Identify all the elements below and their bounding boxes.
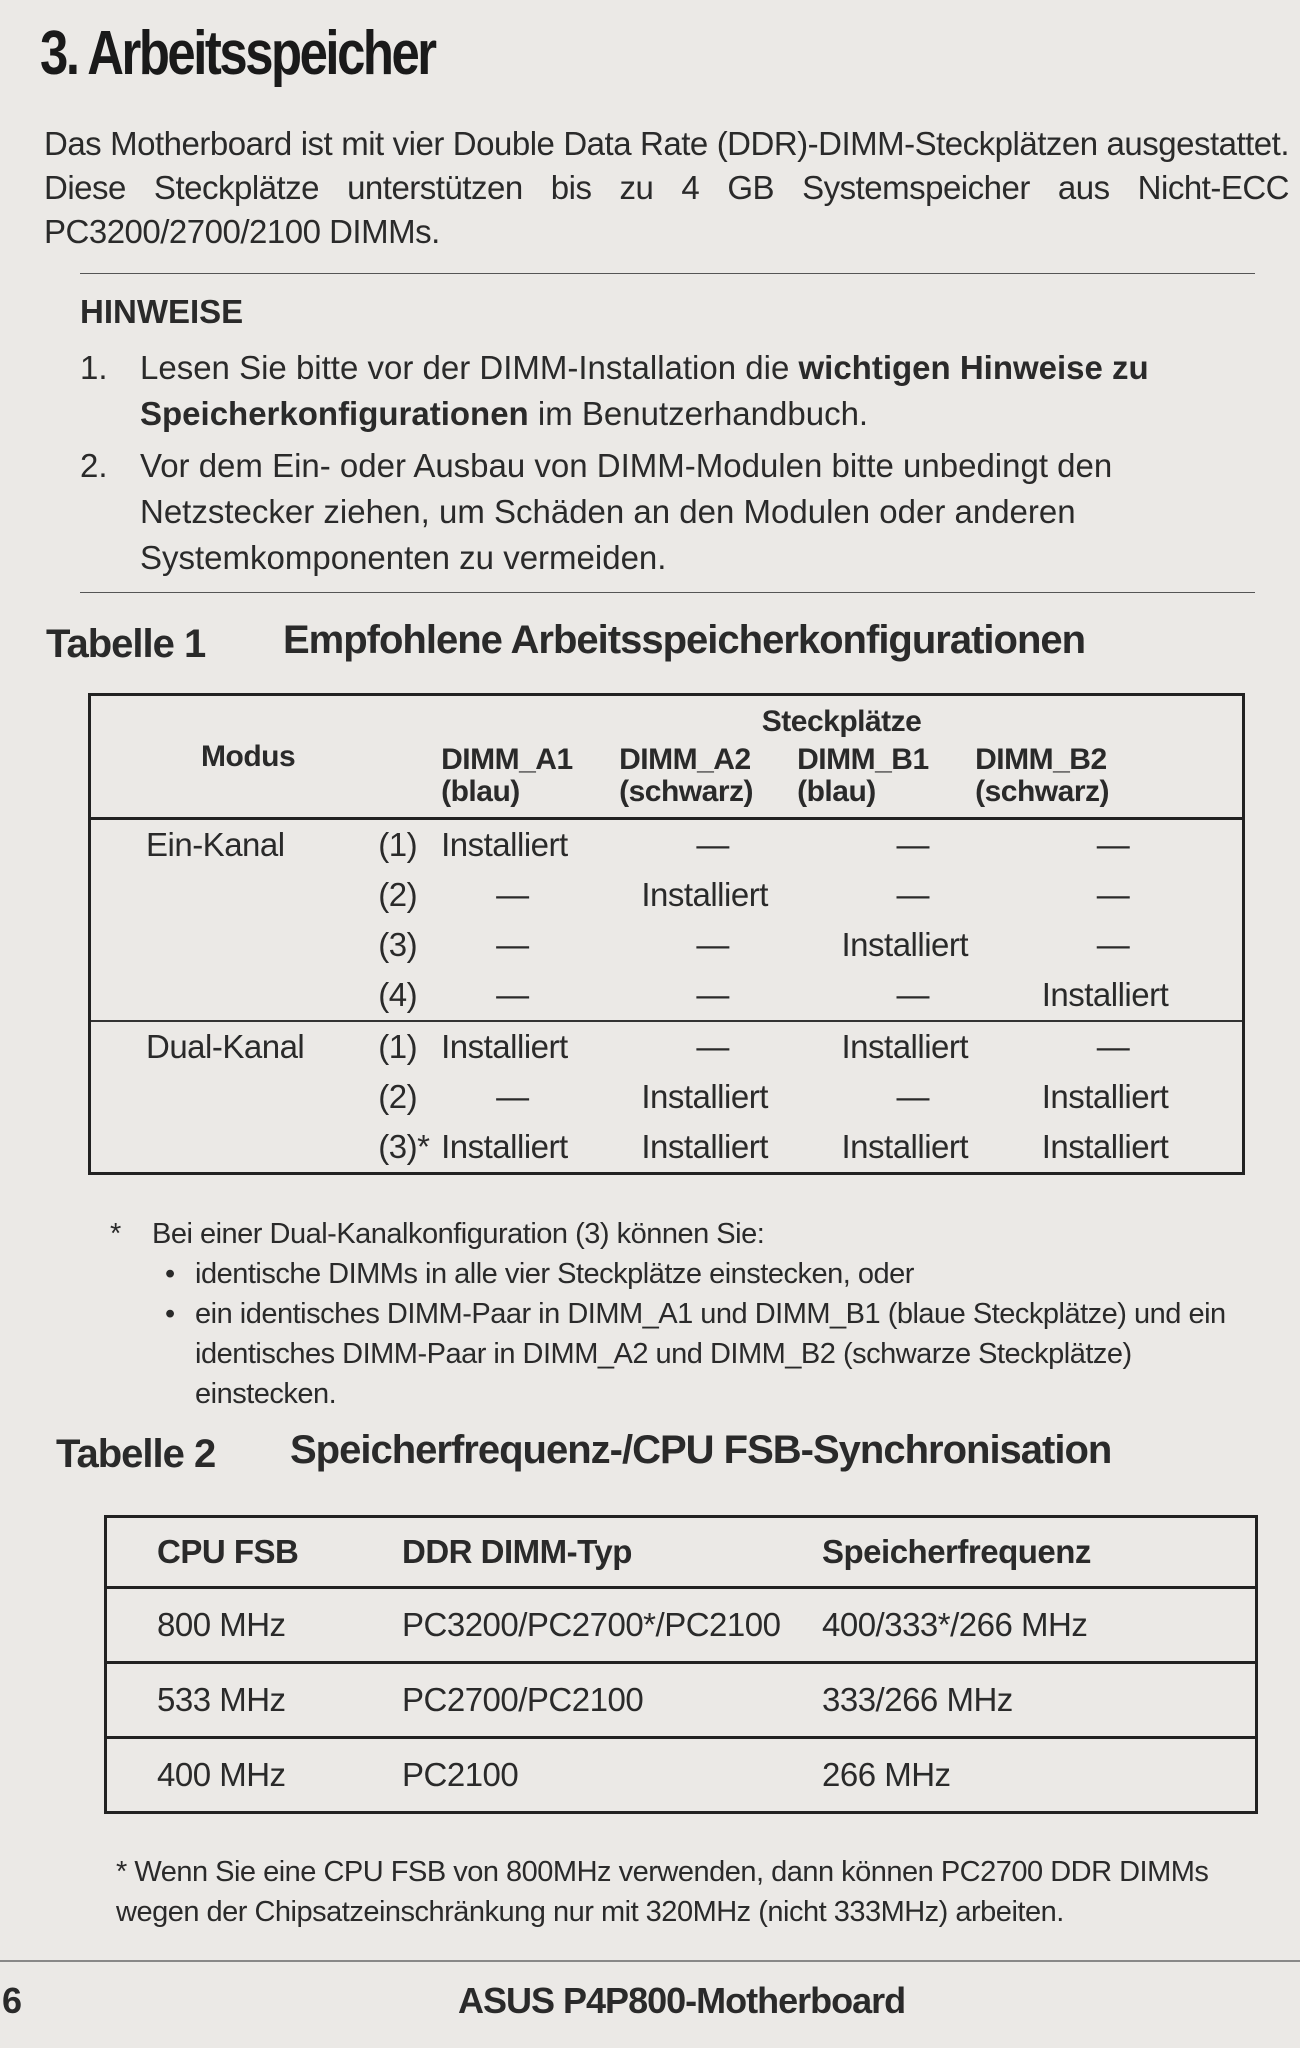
slot-cell: Installiert [1041, 1128, 1169, 1165]
table-row [106, 1738, 1257, 1813]
note-bold: wichtigen Hinweise zu Speicherkonfigurationen [140, 349, 1149, 432]
header-slot: DIMM_B1 [797, 742, 929, 776]
table-row [90, 819, 1244, 871]
config-number: (1) [378, 1028, 418, 1065]
slot-cell: — [1096, 926, 1130, 963]
slot-cell: Installiert [841, 1128, 969, 1165]
slot-cell: — [496, 926, 529, 963]
note-text: im Benutzerhandbuch. [528, 395, 869, 432]
slot-cell: — [896, 1078, 930, 1115]
slot-cell: Installiert [841, 1028, 969, 1065]
slot-cell: Installiert [441, 1128, 568, 1165]
slot-cell: — [696, 1028, 729, 1065]
frequency-cell: 266 MHz [822, 1738, 1257, 1813]
note-text: Lesen Sie bitte vor der DIMM-Installation die [140, 349, 799, 386]
table-row [106, 1588, 1257, 1663]
note-number: 2. [80, 447, 108, 484]
slot-cell: Installiert [441, 826, 568, 863]
table-row [90, 870, 1244, 920]
table-row [106, 1663, 1257, 1738]
slot-cell: — [896, 976, 930, 1013]
mode-cell [90, 970, 379, 1021]
header-slot: DIMM_A2 [619, 742, 751, 776]
table-row [90, 1122, 1244, 1174]
slot-cell: — [696, 826, 729, 863]
slot-cell: Installiert [641, 876, 768, 913]
note-item [80, 443, 1230, 581]
slot-cell: — [1096, 1028, 1130, 1065]
slot-cell: Installiert [641, 1078, 768, 1115]
config-number: (3)* [378, 1128, 430, 1165]
slot-cell: — [896, 876, 930, 913]
table-row [90, 920, 1244, 970]
cpu-fsb-cell: 533 MHz [106, 1663, 403, 1738]
table1-title: Empfohlene Arbeitsspeicherkonfigurationen [283, 618, 1086, 662]
slot-cell: — [496, 1078, 529, 1115]
config-number: (2) [378, 876, 418, 913]
mode-cell: Dual-Kanal [146, 1028, 305, 1065]
footnote-star: * [110, 1218, 121, 1250]
header-cpu-fsb: CPU FSB [106, 1517, 403, 1588]
header-slot: DIMM_B2 [975, 742, 1107, 776]
slot-cell: — [1096, 826, 1130, 863]
footnote-bullet: identische DIMMs in alle vier Steckplätze einstecken, oder [195, 1258, 914, 1290]
slot-cell: Installiert [841, 926, 969, 963]
intro-paragraph: Das Motherboard ist mit vier Double Data Rate (DDR)-DIMM-Steckplätzen ausgestattet. Diese Steckplätze unterstützen bis zu 4 GB Systemspeicher aus Nicht-ECC PC3200/2700/2100 DIMMs. [44, 125, 1289, 250]
page-number: 6 [2, 1980, 23, 2021]
dimm-type-cell: PC2100 [402, 1738, 822, 1813]
dimm-type-cell: PC3200/PC2700*/PC2100 [402, 1588, 822, 1663]
header-mode: Modus [201, 739, 296, 773]
header-slot-color: (blau) [441, 774, 520, 808]
slot-cell: — [896, 826, 930, 863]
slot-cell: Installiert [1041, 1078, 1169, 1115]
table-row [90, 1021, 1244, 1072]
slot-cell: Installiert [1041, 976, 1169, 1013]
cpu-fsb-cell: 800 MHz [106, 1588, 403, 1663]
mode-cell [90, 870, 379, 920]
table1-footnote: * Bei einer Dual-Kanalkonfiguration (3) können Sie: • identische DIMMs in alle vier Steckplätze einstecken, oder • ein identisches DIMM-Paar in DIMM_A1 und DIMM_B1 (blaue Steckplätze) und ein identisches DIMM-Paar in DIMM_A2 und DIMM_B2 (schwarze Steckplätze) einstecken. [110, 1214, 1270, 1414]
config-number: (2) [378, 1078, 418, 1115]
footer-divider [0, 1960, 1300, 1962]
mode-cell [90, 920, 379, 970]
header-slot-color: (schwarz) [619, 774, 753, 808]
header-slot-color: (schwarz) [975, 774, 1109, 808]
memory-config-table [88, 693, 1245, 1175]
config-number: (3) [378, 926, 418, 963]
slot-cell: — [496, 976, 529, 1013]
header-dimm-type: DDR DIMM-Typ [402, 1517, 822, 1588]
slot-cell: — [496, 876, 529, 913]
slot-cell: Installiert [441, 1028, 568, 1065]
footnote-bullet: ein identisches DIMM-Paar in DIMM_A1 und DIMM_B1 (blaue Steckplätze) und ein identisches DIMM-Paar in DIMM_A2 und DIMM_B2 (schwarze Steckplätze) einstecken. [195, 1298, 1226, 1410]
header-slot-color: (blau) [797, 774, 876, 808]
table-header [90, 695, 1244, 819]
slot-cell: Installiert [641, 1128, 768, 1165]
fsb-sync-table [104, 1515, 1258, 1814]
mode-cell: Ein-Kanal [146, 826, 285, 863]
note-text: Vor dem Ein- oder Ausbau von DIMM-Modulen bitte unbedingt den Netzstecker ziehen, um Schäden an den Modulen oder anderen Systemkomponenten zu vermeiden. [140, 447, 1113, 576]
divider [80, 592, 1255, 593]
frequency-cell: 400/333*/266 MHz [822, 1588, 1257, 1663]
header-slots-group: Steckplätze [761, 704, 922, 738]
table-row [90, 970, 1244, 1021]
dimm-type-cell: PC2700/PC2100 [402, 1663, 822, 1738]
slot-cell: — [696, 976, 729, 1013]
table1-label: Tabelle 1 [46, 622, 206, 666]
cpu-fsb-cell: 400 MHz [106, 1738, 403, 1813]
footnote-text: Bei einer Dual-Kanalkonfiguration (3) können Sie: [152, 1218, 765, 1250]
table-header [106, 1517, 1257, 1588]
config-number: (4) [378, 976, 418, 1013]
note-number: 1. [80, 349, 108, 386]
table2-footnote: * Wenn Sie eine CPU FSB von 800MHz verwenden, dann können PC2700 DDR DIMMs wegen der Chipsatzeinschränkung nur mit 320MHz (nicht 333MHz) arbeiten. [116, 1856, 1209, 1928]
header-frequency: Speicherfrequenz [822, 1517, 1257, 1588]
footer-title: ASUS P4P800-Motherboard [458, 1980, 906, 2021]
slot-cell: — [696, 926, 729, 963]
table2-title: Speicherfrequenz-/CPU FSB-Synchronisation [290, 1428, 1112, 1472]
mode-cell [90, 1122, 379, 1174]
header-slot: DIMM_A1 [441, 742, 573, 776]
slot-cell: — [1096, 876, 1130, 913]
divider [80, 273, 1255, 274]
note-item [80, 345, 1230, 437]
notes-heading: HINWEISE [80, 293, 244, 330]
table2-label: Tabelle 2 [56, 1432, 216, 1476]
page-title: 3. Arbeitsspeicher [40, 19, 435, 88]
mode-cell [90, 1072, 379, 1122]
frequency-cell: 333/266 MHz [822, 1663, 1257, 1738]
table-row [90, 1072, 1244, 1122]
config-number: (1) [378, 826, 418, 863]
header-slots [441, 695, 1243, 819]
